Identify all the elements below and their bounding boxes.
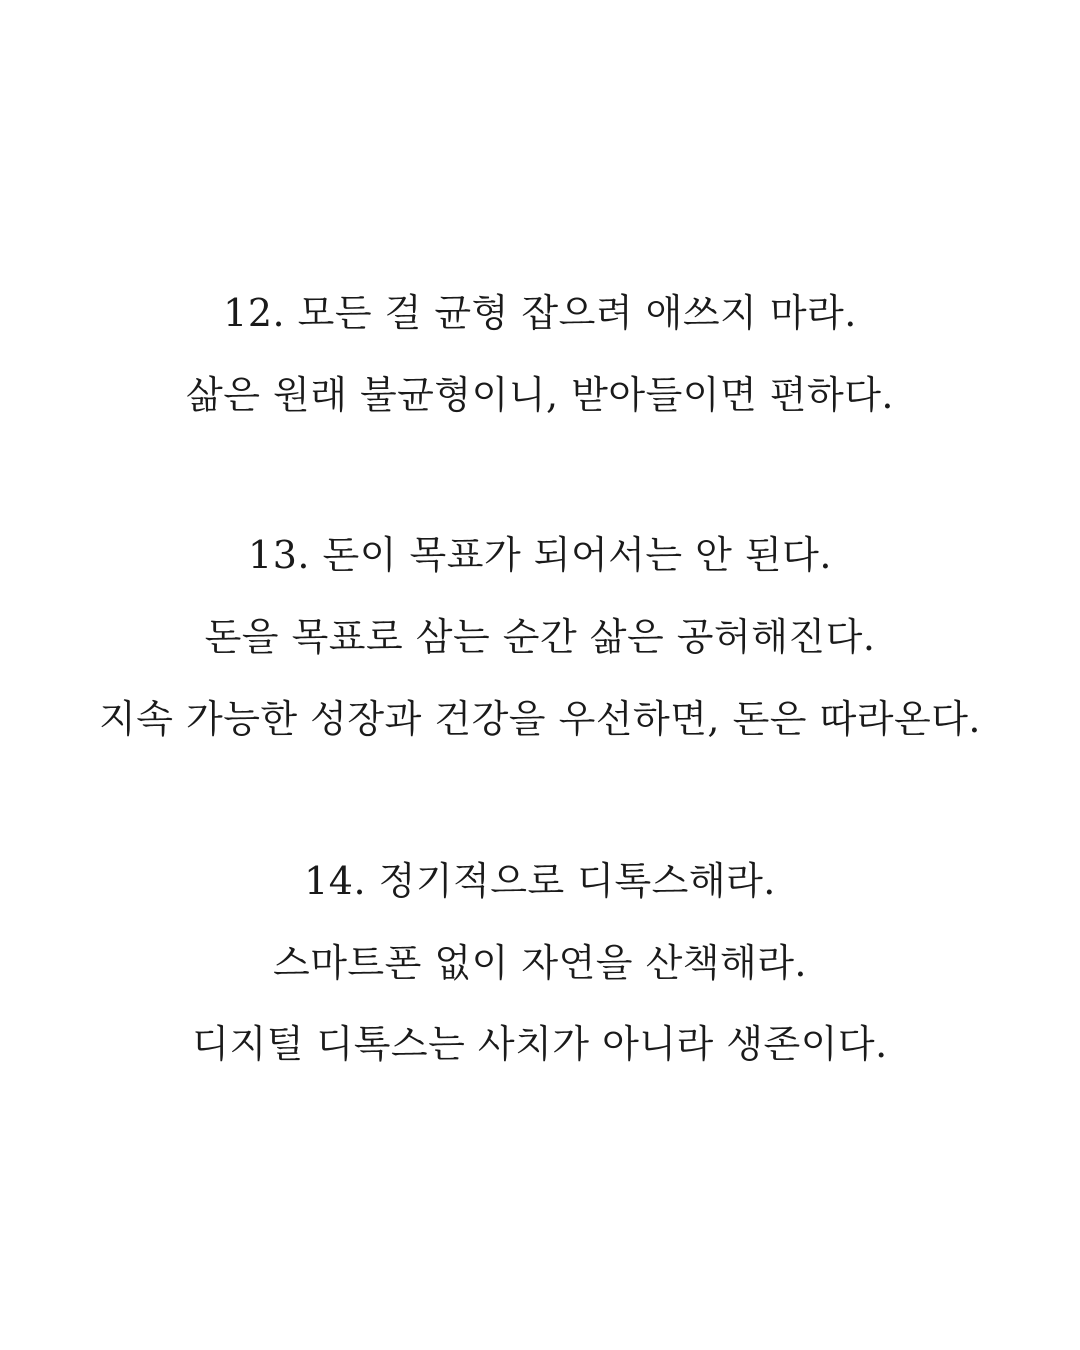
section-14-body-line-2: 디지털 디톡스는 사치가 아니라 생존이다.	[192, 1022, 888, 1066]
section-13-heading: 13. 돈이 목표가 되어서는 안 된다.	[248, 533, 832, 577]
section-12-heading: 12. 모든 걸 균형 잡으려 애쓰지 마라.	[223, 291, 857, 335]
section-14-body-line-1: 스마트폰 없이 자연을 산책해라.	[272, 941, 808, 985]
section-13-body-line-2: 지속 가능한 성장과 건강을 우선하면, 돈은 따라온다.	[98, 697, 981, 741]
section-14-heading: 14. 정기적으로 디톡스해라.	[304, 859, 776, 903]
section-13-body-line-1: 돈을 목표로 삼는 순간 삶은 공허해진다.	[204, 615, 876, 659]
section-12-body-line-1: 삶은 원래 불균형이니, 받아들이면 편하다.	[185, 373, 894, 417]
